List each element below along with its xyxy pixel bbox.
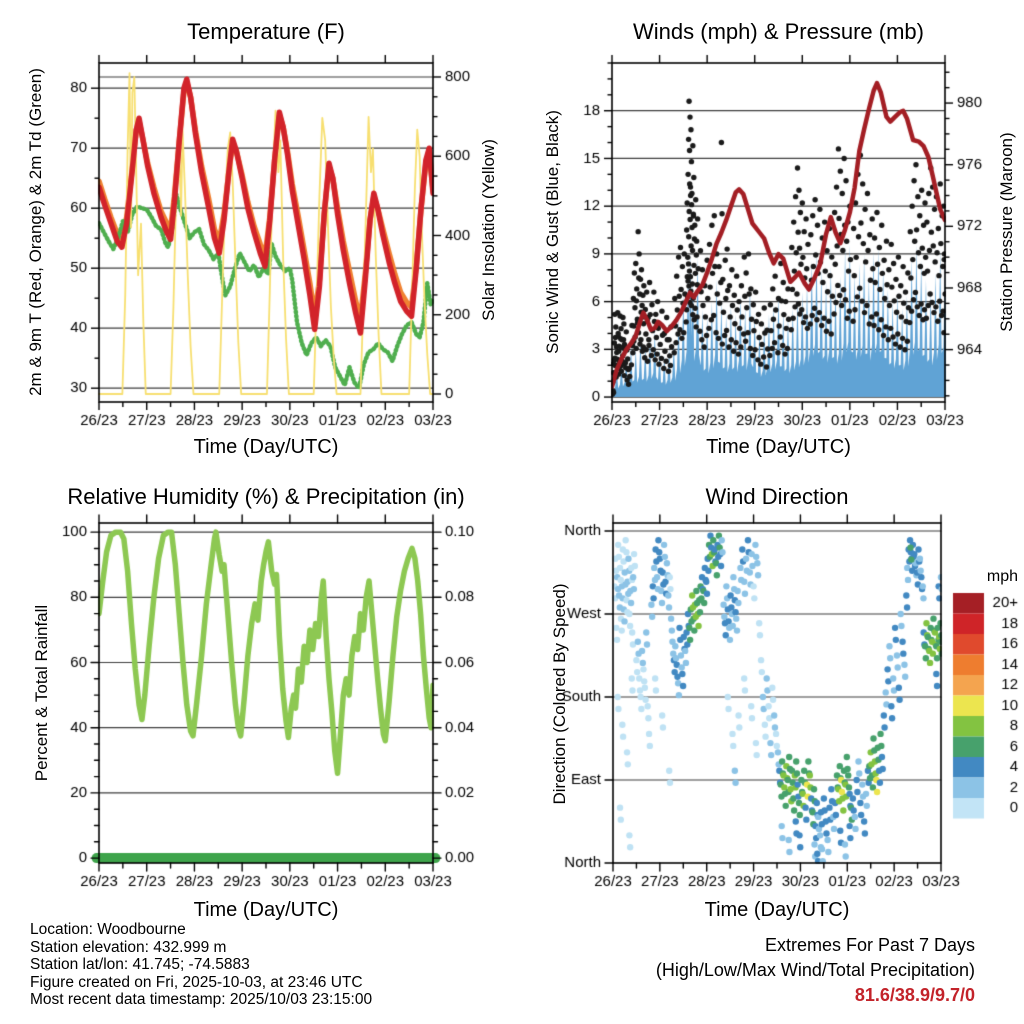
footer-created: Figure created on Fri, 2025-10-03, at 23:46 UTC — [30, 973, 363, 991]
station-metadata — [30, 921, 372, 1009]
temperature-left-axis-label: 2m & 9m T (Red, Orange) & 2m Td (Green) — [26, 68, 45, 396]
temperature-title: Temperature (F) — [187, 19, 345, 44]
temperature-x-axis-label: Time (Day/UTC) — [193, 436, 339, 458]
colorbar-unit-label: mph — [986, 568, 1018, 585]
footer-latlon: Station lat/lon: 41.745; -74.5883 — [30, 956, 250, 974]
extremes-block — [656, 933, 975, 1008]
extremes-subheading: (High/Low/Max Wind/Total Precipitation) — [655, 960, 975, 980]
winds-title: Winds (mph) & Pressure (mb) — [633, 19, 924, 44]
direction-x-axis-label: Time (Day/UTC) — [704, 899, 850, 921]
footer-location: Location: Woodbourne — [30, 921, 186, 938]
temperature-right-axis-label: Solar Insolation (Yellow) — [479, 139, 498, 321]
winds-left-axis-label: Sonic Wind & Gust (Blue, Black) — [543, 110, 562, 354]
direction-left-axis-label: Direction (Colored By Speed) — [550, 583, 569, 805]
footer-elevation: Station elevation: 432.999 m — [30, 938, 227, 956]
footer-data-timestamp: Most recent data timestamp: 2025/10/03 23:15:00 — [30, 991, 373, 1009]
wind-direction-title: Wind Direction — [705, 484, 849, 509]
humidity-x-axis-label: Time (Day/UTC) — [193, 899, 339, 921]
winds-right-axis-label: Station Pressure (Maroon) — [997, 132, 1016, 332]
humidity-title: Relative Humidity (%) & Precipitation (in) — [67, 484, 465, 509]
winds-x-axis-label: Time (Day/UTC) — [706, 436, 851, 458]
humidity-left-axis-label: Percent & Total Rainfall — [32, 604, 51, 782]
extremes-values: 81.6/38.9/9.7/0 — [854, 985, 975, 1005]
extremes-heading: Extremes For Past 7 Days — [764, 935, 975, 955]
